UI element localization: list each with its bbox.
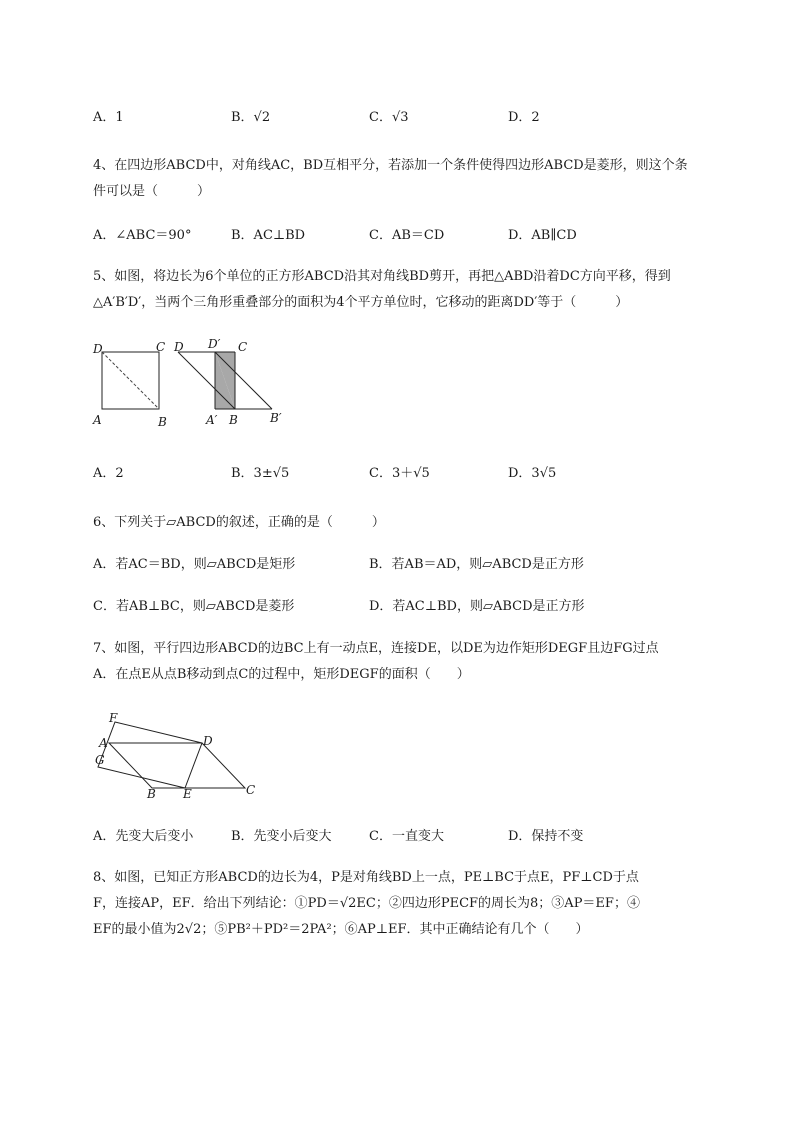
- q5-label-d-right: D: [174, 340, 184, 354]
- q7-label-a: A: [99, 736, 108, 750]
- q3-option-b: B．√2: [231, 110, 271, 125]
- q5-label-a-prime: A′: [206, 413, 218, 427]
- q6-option-c: C．若AB⊥BC，则▱ABCD是菱形: [93, 599, 295, 614]
- q4-option-b: B．AC⊥BD: [231, 228, 306, 243]
- q7-rectangle-degf: [98, 722, 202, 788]
- q5-label-b-prime: B′: [270, 411, 282, 425]
- q6-option-b: B．若AB＝AD，则▱ABCD是正方形: [369, 557, 584, 572]
- q5-stem-line1: 5、如图，将边长为6个单位的正方形ABCD沿其对角线BD剪开，再把△ABD沿着DC方向平移，得到: [93, 269, 671, 284]
- q5-label-d-prime: D′: [208, 337, 221, 351]
- q5-label-b: B: [158, 415, 167, 429]
- q7-stem-line1: 7、如图，平行四边形ABCD的边BC上有一动点E，连接DE，以DE为边作矩形DEGF且边FG过点: [93, 641, 659, 656]
- q5-figure: [90, 338, 290, 428]
- q5-label-b-right: B: [229, 413, 238, 427]
- q7-option-b: B．先变小后变大: [231, 829, 332, 844]
- q5-label-a: A: [93, 413, 102, 427]
- q7-option-c: C．一直变大: [369, 829, 444, 844]
- q4-stem-line2: 件可以是（ ）: [93, 184, 211, 199]
- q5-label-c-right: C: [238, 340, 248, 354]
- q5-option-a: A．2: [93, 466, 124, 481]
- q7-label-e: E: [183, 787, 192, 801]
- q6-option-d: D．若AC⊥BD，则▱ABCD是正方形: [369, 599, 585, 614]
- q4-option-c: C．AB＝CD: [369, 228, 445, 243]
- q5-option-b: B．3±√5: [231, 466, 290, 481]
- q3-option-d: D．2: [508, 110, 540, 125]
- q5-option-c: C．3＋√5: [369, 466, 430, 481]
- q5-label-c: C: [156, 340, 166, 354]
- q7-label-d: D: [203, 734, 213, 748]
- q6-option-a: A．若AC＝BD，则▱ABCD是矩形: [93, 557, 296, 572]
- q5-diagonal-bd: [102, 352, 159, 409]
- q5-stem-line2: △A′B′D′，当两个三角形重叠部分的面积为4个平方单位时，它移动的距离DD′等于（ ）: [93, 295, 629, 310]
- q5-label-d: D: [93, 342, 103, 356]
- q8-stem-line3: EF的最小值为2√2；⑤PB²＋PD²＝2PA²；⑥AP⊥EF．其中正确结论有几个（ ）: [93, 922, 589, 937]
- q5-option-d: D．3√5: [508, 466, 557, 481]
- q7-option-d: D．保持不变: [508, 829, 584, 844]
- q4-stem-line1: 4、在四边形ABCD中，对角线AC，BD互相平分，若添加一个条件使得四边形ABCD是菱形，则这个条: [93, 158, 688, 173]
- q8-stem-line1: 8、如图，已知正方形ABCD的边长为4，P是对角线BD上一点，PE⊥BC于点E，PF⊥CD于点: [93, 870, 639, 885]
- q7-figure: [95, 712, 265, 802]
- q7-label-g: G: [95, 753, 105, 767]
- q6-stem: 6、下列关于▱ABCD的叙述，正确的是（ ）: [93, 515, 385, 530]
- q7-stem-line2: A．在点E从点B移动到点C的过程中，矩形DEGF的面积（ ）: [93, 667, 470, 682]
- q7-label-f: F: [109, 711, 118, 725]
- q3-option-a: A．1: [93, 110, 124, 125]
- q7-option-a: A．先变大后变小: [93, 829, 194, 844]
- q4-option-d: D．AB∥CD: [508, 228, 577, 243]
- q4-option-a: A．∠ABC＝90°: [93, 228, 192, 243]
- q7-parallelogram-abcd: [109, 743, 245, 788]
- q7-label-c: C: [246, 783, 256, 797]
- q7-label-b: B: [147, 787, 156, 801]
- q3-option-c: C．√3: [369, 110, 409, 125]
- q8-stem-line2: F，连接AP，EF．给出下列结论：①PD＝√2EC；②四边形PECF的周长为8；③AP＝EF；④: [93, 896, 640, 911]
